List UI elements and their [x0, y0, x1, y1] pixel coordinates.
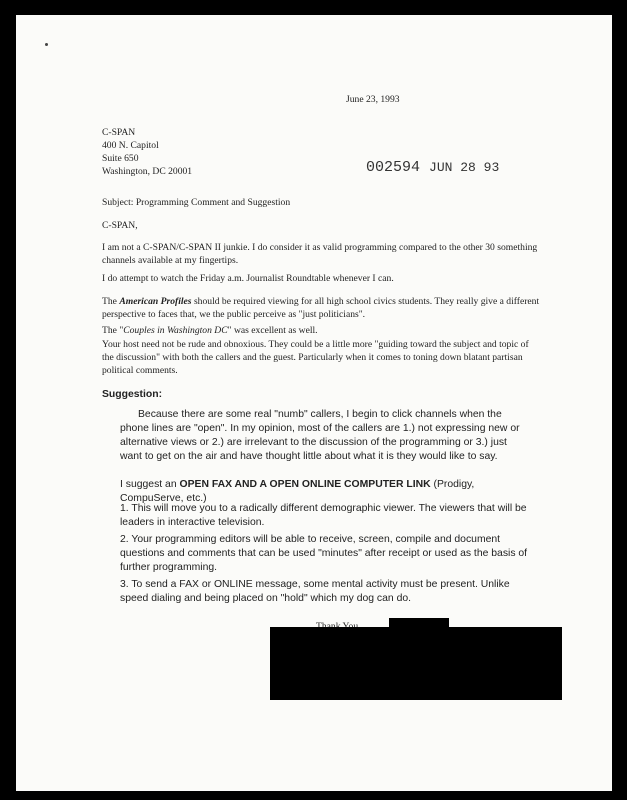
paragraph-1: I am not a C-SPAN/C-SPAN II junkie. I do consider it as valid programming compared to the other 30 something channels available at my fingertips. — [102, 242, 538, 266]
received-stamp — [366, 159, 499, 176]
proposal-emphasis: OPEN FAX AND A OPEN ONLINE COMPUTER LINK — [179, 479, 431, 490]
paragraph-3-pre: The — [102, 296, 120, 307]
letter-page — [16, 15, 612, 791]
paragraph-4-post: " was excellent as well. — [227, 325, 318, 336]
program-title-couples: Couples in Washington DC — [123, 325, 228, 336]
salutation: C-SPAN, — [102, 220, 138, 231]
list-item-1: 1. This will move you to a radically different demographic viewer. The viewers that will be leaders in interactive television. — [120, 503, 527, 528]
proposal-post: (Prodigy, CompuServe, etc.) — [120, 479, 475, 504]
suggestion-paragraph: Because there are some real "numb" callers, I begin to click channels when the phone lines are "open". In my opinion, most of the callers are 1.) not expressing new or alternative views or 2.) are irrelevant to the discussion of the programming or 3.) just want to get on the air and have thought little about what it is they would like to say. — [120, 409, 520, 462]
paragraph-2: I do attempt to watch the Friday a.m. Journalist Roundtable whenever I can. — [102, 273, 394, 284]
paragraph-4-pre: The " — [102, 325, 124, 336]
address-line-4: Washington, DC 20001 — [102, 166, 193, 177]
program-title-american-profiles: American Profiles — [119, 296, 192, 307]
paragraph-3 — [102, 295, 544, 321]
address-line-2: 400 N. Capitol — [102, 140, 159, 151]
list-item-2: 2. Your programming editors will be able to receive, screen, compile and document questions and comments that can be used "minutes" after receipt or used as the basis of further programming. — [120, 534, 528, 573]
address-line-1: C-SPAN — [102, 127, 136, 138]
paragraph-4 — [102, 324, 544, 337]
letter-date: June 23, 1993 — [346, 94, 400, 105]
address-line-3: Suite 650 — [102, 153, 139, 164]
subject-line: Subject: Programming Comment and Suggestion — [102, 197, 291, 208]
punch-mark — [45, 43, 48, 46]
stamp-number: 002594 — [366, 159, 421, 176]
proposal-pre: I suggest an — [120, 479, 180, 490]
redaction-block — [270, 627, 562, 700]
stamp-date: JUN 28 93 — [429, 160, 500, 175]
list-item-3: 3. To send a FAX or ONLINE message, some mental activity must be present. Unlike speed dialing and being placed on "hold" which my dog can do. — [120, 579, 510, 604]
suggestion-heading: Suggestion: — [102, 389, 163, 400]
paragraph-5: Your host need not be rude and obnoxious. They could be a little more "guiding toward the subject and topic of the discussion" with both the callers and the guest. Particularly when it comes to toning down blatant partisan political comments. — [102, 339, 529, 376]
paragraph-3-post: should be required viewing for all high school civics students. They really give a different perspective to faces that, we the public perceive as "just politicians". — [102, 296, 540, 320]
